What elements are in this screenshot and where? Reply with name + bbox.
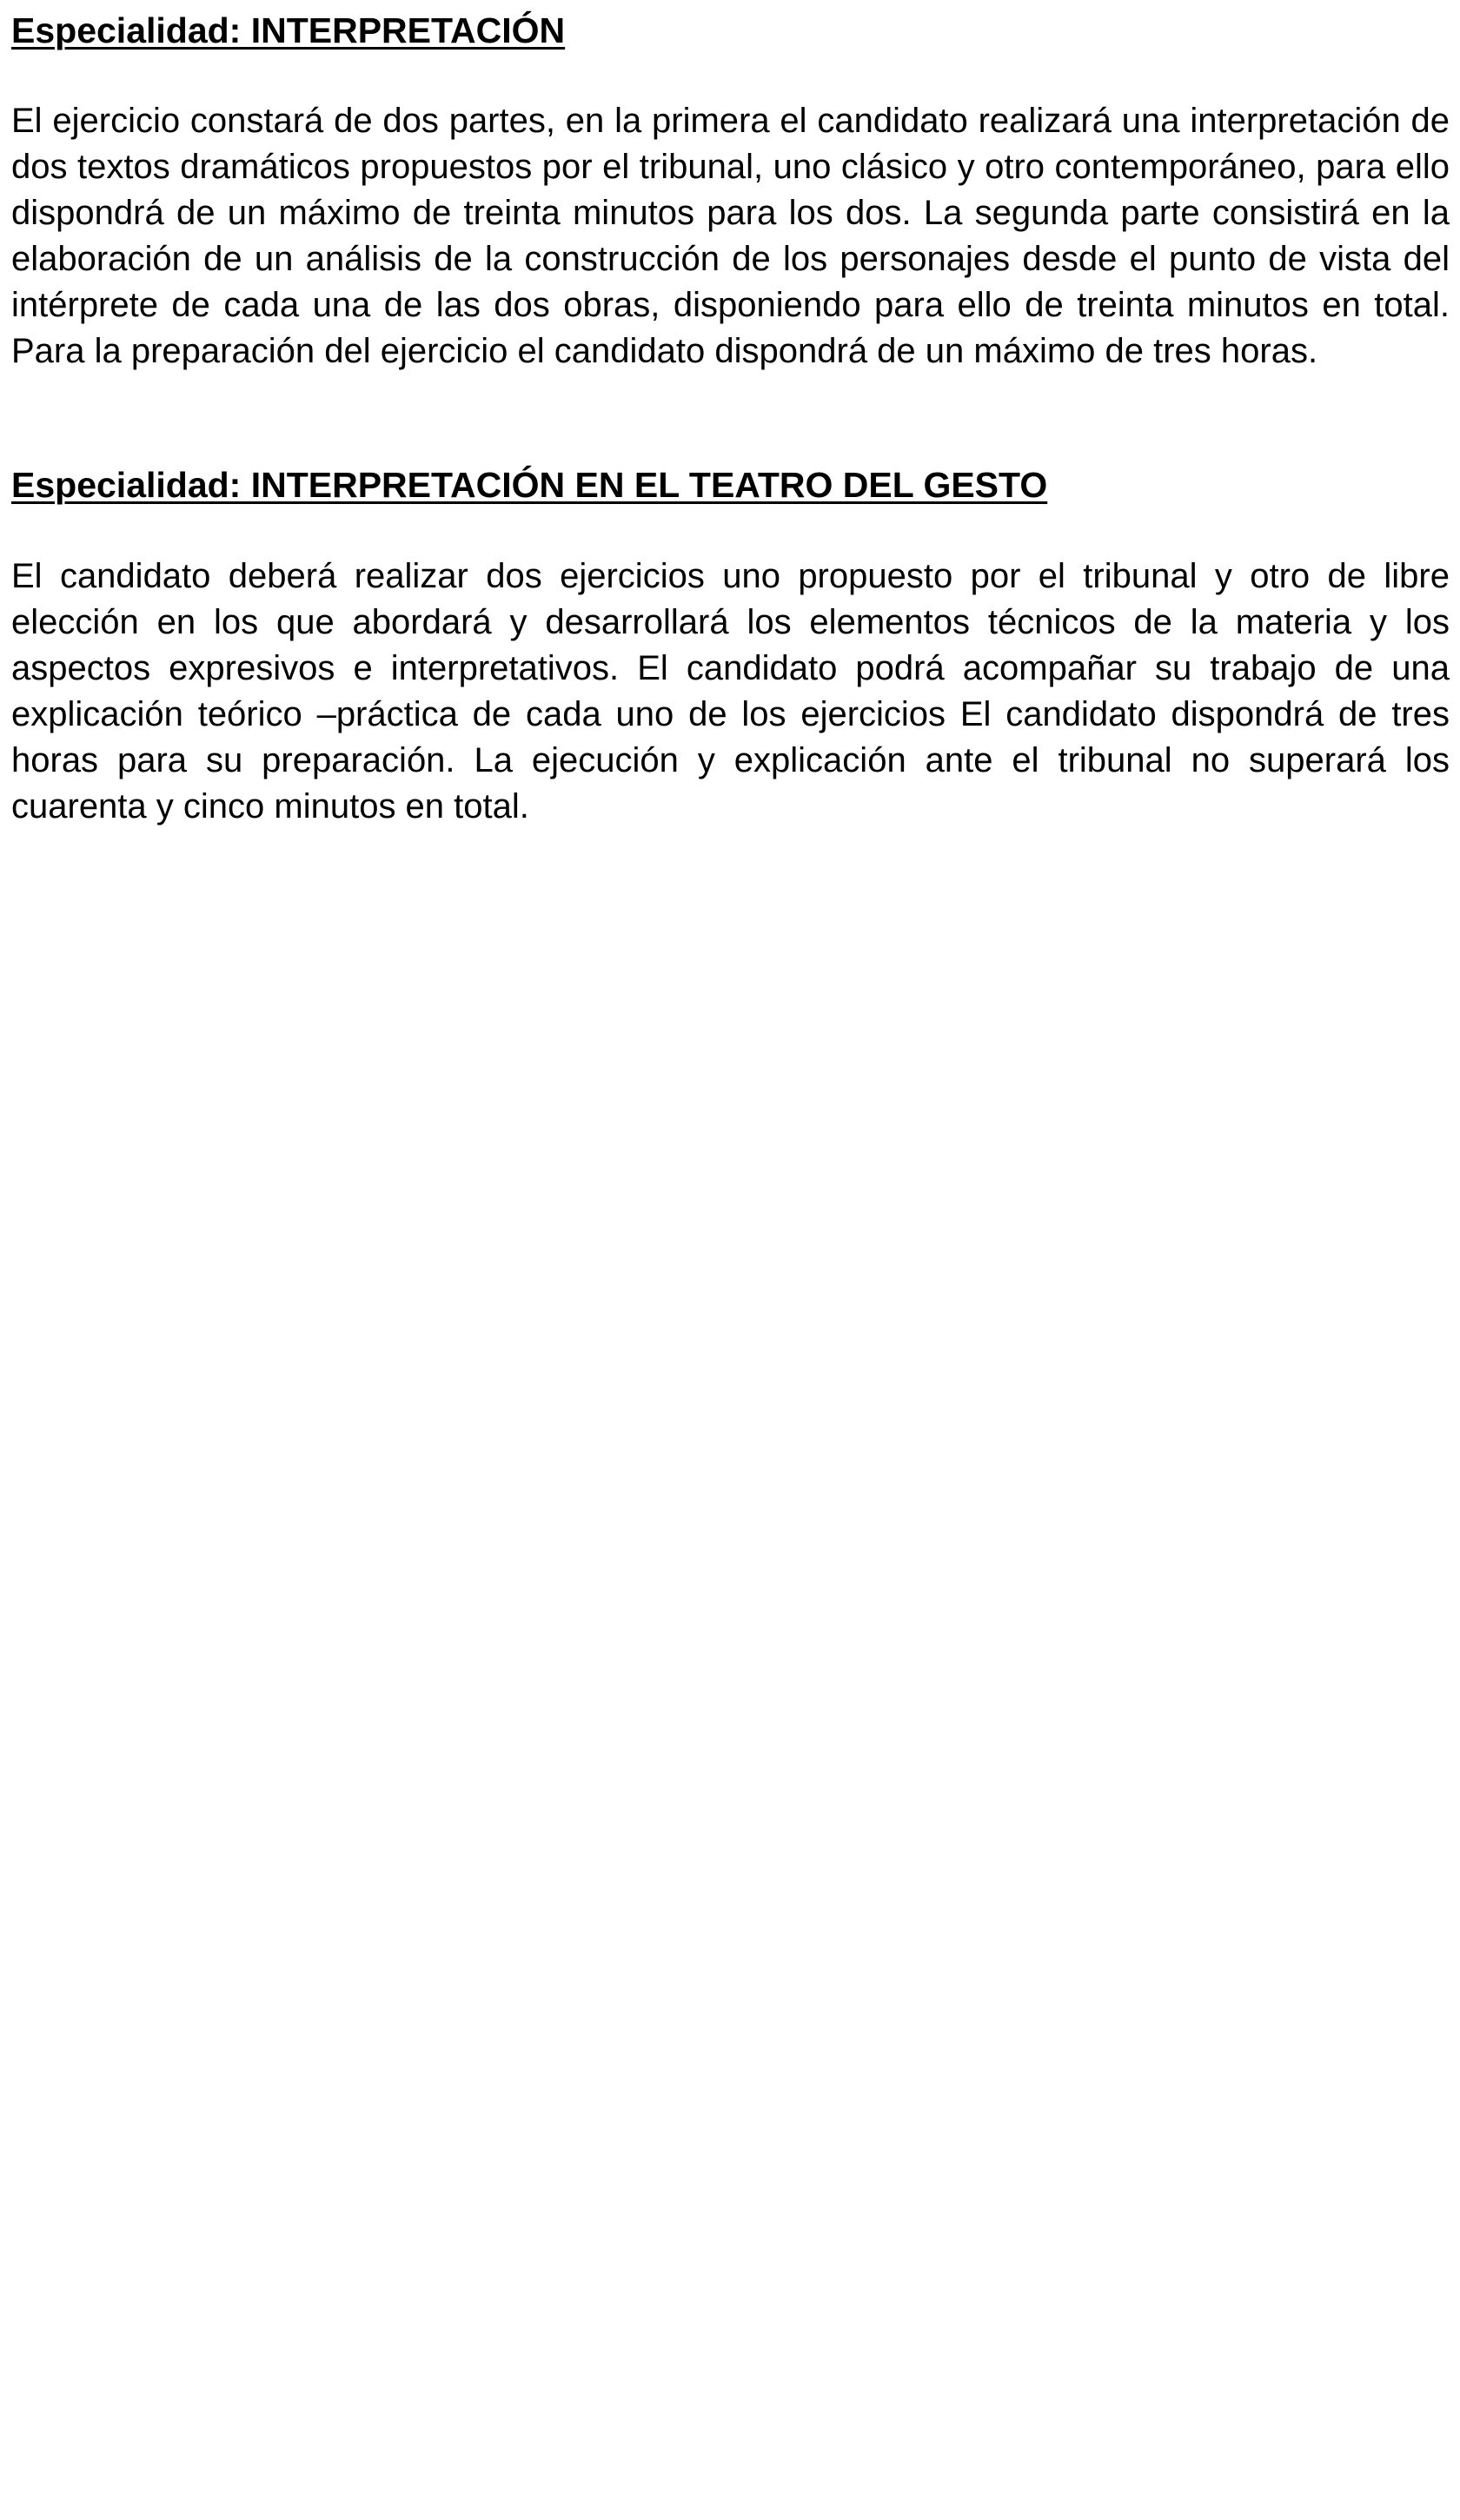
section-heading-teatro-del-gesto: Especialidad: INTERPRETACIÓN EN EL TEATRO DEL GESTO xyxy=(11,465,1048,505)
section-heading-interpretacion: Especialidad: INTERPRETACIÓN xyxy=(11,10,566,50)
section-body-interpretacion: El ejercicio constará de dos partes, en la primera el candidato realizará una interpretación de dos textos dramáticos propuestos por el tribunal, uno clásico y otro contemporáneo, para ello dispondrá de un máximo de treinta minutos para los dos. La segunda parte consistirá en la elaboración de un análisis de la construcción de los personajes desde el punto de vista del intérprete de cada una de las dos obras, disponiendo para ello de treinta minutos en total. Para la preparación del ejercicio el candidato dispondrá de un máximo de tres horas. xyxy=(11,102,1450,370)
section-body-teatro-del-gesto: El candidato deberá realizar dos ejercicios uno propuesto por el tribunal y otro de libre elección en los que abordará y desarrollará los elementos técnicos de la materia y los aspectos expresivos e interpretativos. El candidato podrá acompañar su trabajo de una explicación teórico –práctica de cada uno de los ejercicios El candidato dispondrá de tres horas para su preparación. La ejecución y explicación ante el tribunal no superará los cuarenta y cinco minutos en total. xyxy=(11,557,1450,826)
